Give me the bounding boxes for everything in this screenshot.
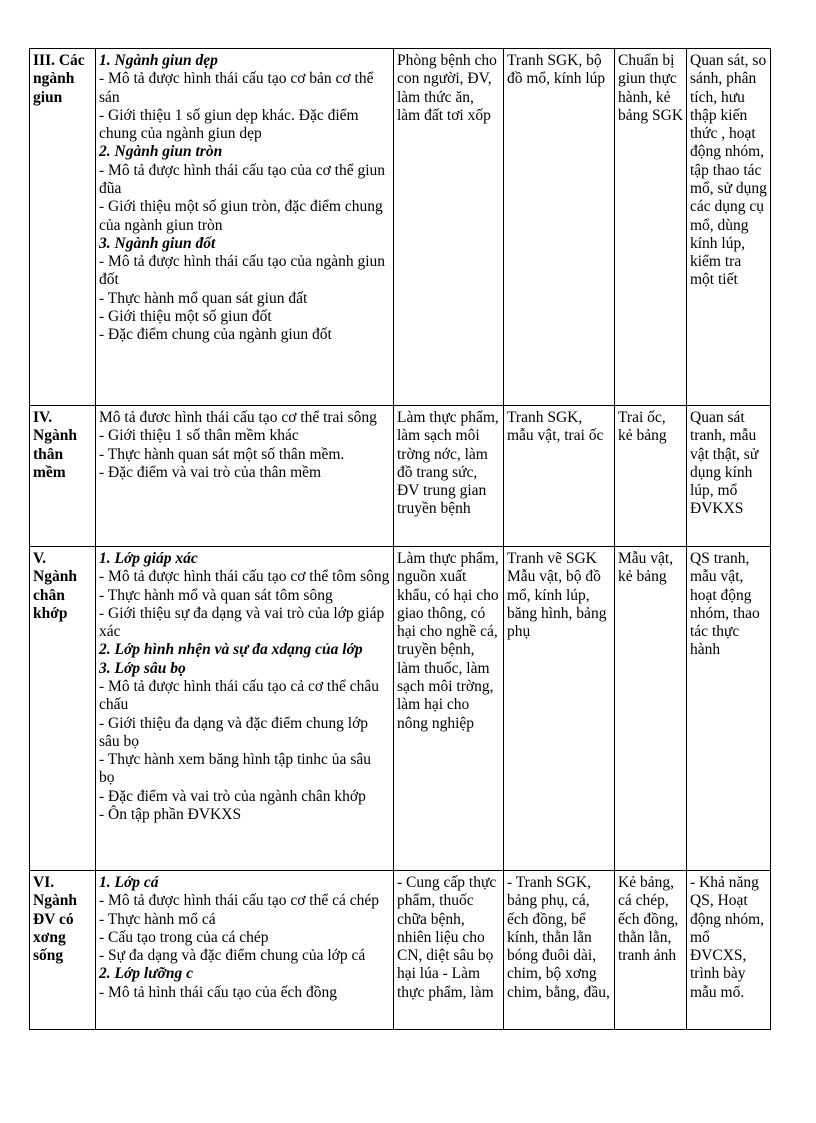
table-row — [30, 871, 771, 1030]
subsection-heading: 1. Ngành giun dẹp — [99, 52, 218, 69]
subsection-heading: 2. Lớp lưỡng c — [99, 965, 193, 983]
content-line: Mô tả đươc hình thái cấu tạo cơ thể trai sông — [99, 409, 377, 426]
content-line: - Cấu tạo trong của cá chép — [99, 928, 269, 946]
teaching-aids-cell: - Tranh SGK, bảng phụ, cá, ếch đồng, bể kính, thằn lằn bóng đuôi dài, chim, bộ xơng chim, bằng, đầu, — [504, 871, 615, 1030]
section-title: VI. Ngành ĐV có xơng sống — [33, 874, 77, 965]
skills-cell: Quan sát, so sánh, phân tích, hưu thập kiến thức , hoạt động nhóm, tập thao tác mổ, sử dụng các dụng cụ mổ, dùng kính lúp, kiểm tra một tiết — [687, 49, 771, 406]
section-title-cell — [30, 49, 96, 406]
content-line: - Mô tả được hình thái cấu tạo cơ bản cơ thể sán — [99, 70, 374, 106]
subsection-heading: 3. Ngành giun đốt — [99, 234, 216, 252]
student-prep-cell: Chuẩn bị giun thực hành, kẻ bảng SGK — [615, 49, 687, 406]
content-line: - Mô tả hình thái cấu tạo của ếch đồng — [99, 983, 338, 1001]
application-cell: Phòng bệnh cho con người, ĐV, làm thức ăn, làm đất tơi xốp — [394, 49, 504, 406]
content-line: - Thực hành quan sát một số thân mềm. — [99, 445, 345, 463]
content-line: - Đặc điểm và vai trò của thân mềm — [99, 463, 322, 481]
content-line: - Thực hành mổ quan sát giun đất — [99, 289, 308, 307]
section-title: V. Ngành chân khớp — [33, 550, 77, 622]
subsection-heading: 1. Lớp cá — [99, 874, 159, 891]
teaching-aids-cell: Tranh SGK, bộ đồ mổ, kính lúp — [504, 49, 615, 406]
content-line: - Giới thiệu một số giun tròn, đặc điểm chung của ngành giun tròn — [99, 198, 383, 234]
content-cell — [96, 871, 394, 1030]
content-line: - Giới thiệu sự đa dạng và vai trò của lớp giáp xác — [99, 604, 385, 641]
application-cell: Làm thực phẩm, làm sạch môi trờng nớc, làm đồ trang sức, ĐV trung gian truyền bệnh — [394, 406, 504, 547]
student-prep-cell: Mẫu vật, kẻ bảng — [615, 547, 687, 871]
teaching-aids-cell: Tranh vẽ SGK Mẫu vật, bộ đồ mổ, kính lúp, băng hình, bảng phụ — [504, 547, 615, 871]
content-line: - Sự đa dạng và đặc điểm chung của lớp cá — [99, 947, 366, 965]
content-line: - Giới thiệu 1 số thân mềm khác — [99, 427, 299, 445]
section-title: IV. Ngành thân mềm — [33, 409, 77, 481]
teaching-aids-cell: Tranh SGK, mẫu vật, trai ốc — [504, 406, 615, 547]
subsection-heading: 2. Lớp hình nhện và sự đa xdạng của lớp — [99, 641, 363, 659]
curriculum-sheet — [29, 48, 770, 1033]
subsection-heading: 2. Ngành giun tròn — [99, 143, 223, 161]
content-line: - Ôn tập phần ĐVKXS — [99, 805, 242, 823]
section-title-cell — [30, 871, 96, 1030]
section-title: III. Các ngành giun — [33, 52, 85, 106]
table-row — [30, 406, 771, 547]
student-prep-cell: Kẻ bảng, cá chép, ếch đồng, thằn lằn, tranh ảnh — [615, 871, 687, 1030]
section-title-cell — [30, 547, 96, 871]
curriculum-table — [29, 48, 771, 1030]
content-cell — [96, 406, 394, 547]
content-line: - Mô tả được hình thái cấu tạo của ngành giun đốt — [99, 253, 386, 289]
content-line: - Giới thiệu 1 số giun dẹp khác. Đặc điểm chung của ngành giun dẹp — [99, 106, 359, 143]
content-cell — [96, 547, 394, 871]
content-line: - Mô tả được hình thái cấu tạo cơ thể cá chép — [99, 892, 380, 910]
application-cell: - Cung cấp thực phẩm, thuốc chữa bệnh, nhiên liệu cho CN, diệt sâu bọ hại lúa - Làm thực phẩm, làm — [394, 871, 504, 1030]
content-cell — [96, 49, 394, 406]
skills-cell: Quan sát tranh, mẫu vật thật, sử dụng kính lúp, mổ ĐVKXS — [687, 406, 771, 547]
student-prep-cell: Trai ốc, kẻ bảng — [615, 406, 687, 547]
content-line: - Thực hành mổ cá — [99, 910, 216, 928]
section-title-cell — [30, 406, 96, 547]
content-line: - Đặc điểm chung của ngành giun đốt — [99, 326, 332, 344]
content-line: - Thực hành xem băng hình tập tinhc ủa sâu bọ — [99, 751, 371, 787]
content-line: - Giới thiệu đa dạng và đặc điểm chung lớp sâu bọ — [99, 714, 369, 750]
table-row — [30, 547, 771, 871]
content-line: - Mô tả được hình thái cấu tạo của cơ thể giun đũa — [99, 161, 386, 197]
subsection-heading: 3. Lớp sâu bọ — [99, 659, 186, 677]
skills-cell: QS tranh, mẫu vật, hoạt động nhóm, thao tác thực hành — [687, 547, 771, 871]
content-line: - Đặc điểm và vai trò của ngành chân khớp — [99, 787, 366, 805]
content-line: - Thực hành mổ và quan sát tôm sông — [99, 586, 333, 604]
application-cell: Làm thực phẩm, nguồn xuất khẩu, có hại cho giao thông, có hại cho nghề cá, truyền bệnh, làm thuốc, làm sạch môi trờng, làm hại cho nông nghiệp — [394, 547, 504, 871]
content-line: - Mô tả được hình thái cấu tạo cả cơ thể châu chấu — [99, 677, 380, 714]
content-line: - Giới thiệu một số giun đốt — [99, 307, 272, 325]
content-line: - Mô tả được hình thái cấu tạo cơ thể tôm sông — [99, 568, 390, 586]
table-row — [30, 49, 771, 406]
curriculum-table-body — [30, 49, 771, 1030]
subsection-heading: 1. Lớp giáp xác — [99, 550, 198, 567]
skills-cell: - Khả năng QS, Hoạt động nhóm, mổ ĐVCXS, trình bày mẫu mổ. — [687, 871, 771, 1030]
